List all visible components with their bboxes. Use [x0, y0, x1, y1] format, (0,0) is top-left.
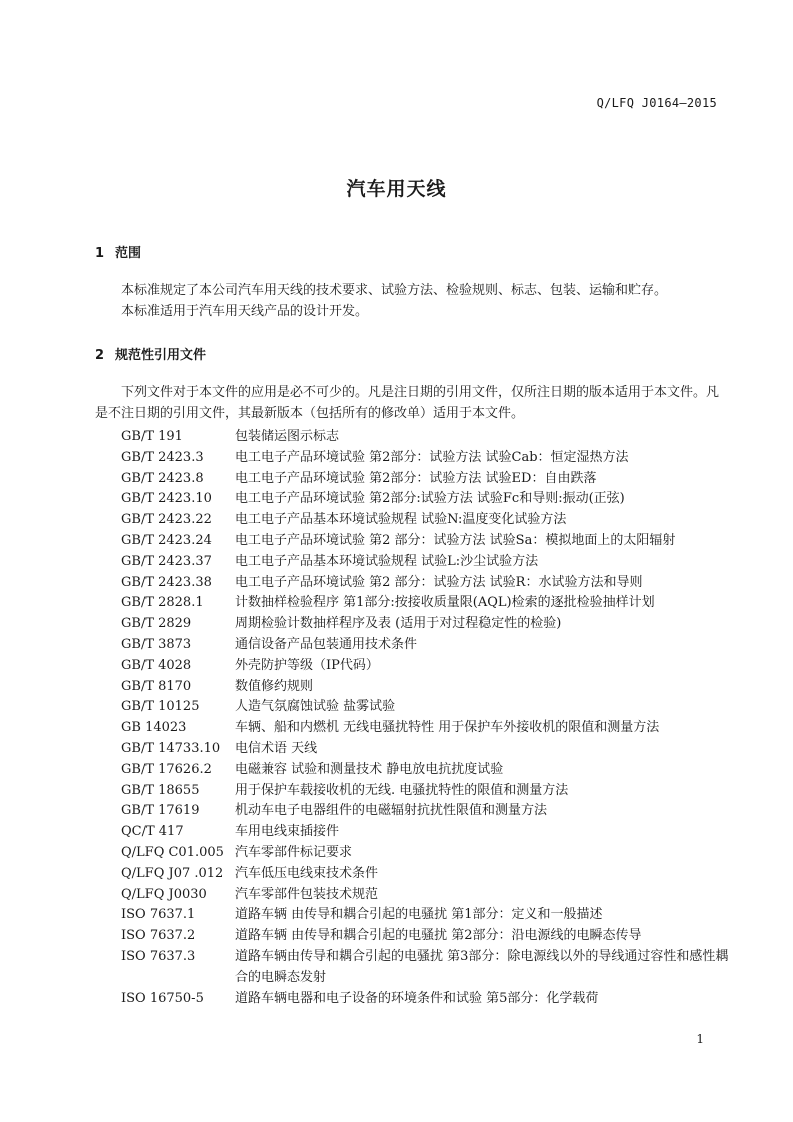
reference-item [121, 677, 731, 698]
reference-item [121, 573, 731, 594]
reference-title: 汽车零部件标记要求 [235, 844, 353, 860]
reference-code: GB/T 10125 [121, 699, 200, 715]
reference-title: 道路车辆 由传导和耦合引起的电骚扰 第1部分：定义和一般描述 [235, 907, 603, 923]
reference-item [121, 905, 731, 926]
reference-title: 机动车电子电器组件的电磁辐射抗扰性限值和测量方法 [235, 803, 548, 819]
reference-item [121, 781, 731, 802]
reference-item [121, 614, 731, 635]
reference-title: 电工电子产品基本环境试验规程 试验N:温度变化试验方法 [235, 512, 567, 528]
reference-code: GB/T 2423.38 [121, 574, 212, 590]
reference-item [121, 510, 731, 531]
reference-code: GB/T 2828.1 [121, 595, 204, 611]
reference-item [121, 843, 731, 864]
reference-code: GB/T 3873 [121, 636, 192, 652]
reference-code: Q/LFQ C01.005 [121, 844, 224, 860]
reference-item [121, 739, 731, 760]
reference-item [121, 448, 731, 469]
reference-title: 周期检验计数抽样程序及表 (适用于对过程稳定性的检验) [235, 616, 562, 632]
reference-title: 电工电子产品环境试验 第2 部分：试验方法 试验R：水试验方法和导则 [235, 574, 643, 590]
reference-code: GB/T 2423.37 [121, 553, 212, 569]
reference-code: GB/T 4028 [121, 657, 192, 673]
reference-title: 道路车辆 由传导和耦合引起的电骚扰 第2部分：沿电源线的电瞬态传导 [235, 928, 642, 944]
reference-code: GB/T 2829 [121, 616, 192, 632]
reference-item [121, 885, 731, 906]
reference-code: GB/T 2423.10 [121, 491, 212, 507]
reference-code: ISO 7637.1 [121, 907, 196, 923]
reference-item [121, 926, 731, 947]
reference-title: 道路车辆电器和电子设备的环境条件和试验 第5部分：化学载荷 [235, 990, 599, 1006]
reference-code: GB/T 18655 [121, 782, 200, 798]
reference-code: ISO 7637.2 [121, 928, 196, 944]
document-code: Q/LFQ J0164—2015 [596, 96, 717, 110]
section-2-intro: 下列文件对于本文件的应用是必不可少的。凡是注日期的引用文件，仅所注日期的版本适用于本文件。凡是不注日期的引用文件，其最新版本（包括所有的修改单）适用于本文件。 [95, 385, 720, 421]
reference-title: 汽车零部件包装技术规范 [235, 886, 379, 902]
reference-title: 电磁兼容 试验和测量技术 静电放电抗扰度试验 [235, 761, 504, 777]
reference-title: 车用电线束插接件 [235, 824, 340, 840]
reference-code: GB/T 2423.8 [121, 470, 204, 486]
reference-title: 外壳防护等级（IP代码） [235, 657, 379, 673]
section-1-heading [95, 242, 141, 261]
reference-code: GB/T 2423.3 [121, 449, 204, 465]
reference-code: GB/T 17619 [121, 803, 200, 819]
reference-item [121, 697, 731, 718]
reference-title: 计数抽样检验程序 第1部分:按接收质量限(AQL)检索的逐批检验抽样计划 [235, 595, 655, 611]
reference-item [121, 989, 731, 1010]
reference-title: 电工电子产品环境试验 第2部分：试验方法 试验ED：自由跌落 [235, 470, 597, 486]
reference-title: 汽车低压电线束技术条件 [235, 865, 379, 881]
reference-code: GB/T 2423.24 [121, 532, 212, 548]
reference-code: QC/T 417 [121, 824, 184, 840]
reference-item [121, 718, 731, 739]
reference-code: ISO 7637.3 [121, 948, 196, 964]
reference-title: 车辆、船和内燃机 无线电骚扰特性 用于保护车外接收机的限值和测量方法 [235, 720, 660, 736]
reference-item [121, 822, 731, 843]
reference-title: 电工电子产品环境试验 第2部分:试验方法 试验Fc和导则:振动(正弦) [235, 491, 625, 507]
reference-item [121, 552, 731, 573]
section-1-paragraph-2: 本标准适用于汽车用天线产品的设计开发。 [121, 304, 369, 319]
reference-code: GB/T 2423.22 [121, 512, 212, 528]
reference-item [121, 635, 731, 656]
reference-title: 电信术语 天线 [235, 740, 318, 756]
reference-item [121, 593, 731, 614]
reference-title: 用于保护车载接收机的无线. 电骚扰特性的限值和测量方法 [235, 782, 569, 798]
reference-code: Q/LFQ J0030 [121, 886, 207, 902]
reference-code: ISO 16750-5 [121, 990, 204, 1006]
reference-item [121, 427, 731, 448]
reference-item [121, 531, 731, 552]
reference-item [121, 760, 731, 781]
page-number: 1 [696, 1032, 704, 1046]
reference-title: 人造气氛腐蚀试验 盐雾试验 [235, 699, 396, 715]
reference-code: GB/T 191 [121, 429, 183, 444]
page-title: 汽车用天线 [346, 178, 447, 200]
reference-title: 电工电子产品环境试验 第2 部分：试验方法 试验Sa：模拟地面上的太阳辐射 [235, 532, 676, 548]
reference-item [121, 801, 731, 822]
reference-code: Q/LFQ J07 .012 [121, 865, 224, 881]
reference-item [121, 947, 731, 989]
reference-item [121, 656, 731, 677]
section-2-number: 2 [95, 348, 105, 363]
reference-title: 数值修约规则 [235, 678, 314, 694]
reference-title: 包装储运图示标志 [235, 429, 340, 444]
reference-title: 电工电子产品基本环境试验规程 试验L:沙尘试验方法 [235, 553, 539, 569]
reference-code: GB/T 17626.2 [121, 761, 212, 777]
section-1-paragraph-1: 本标准规定了本公司汽车用天线的技术要求、试验方法、检验规则、标志、包装、运输和贮存。 [121, 283, 668, 298]
section-1-number: 1 [95, 246, 105, 261]
reference-code: GB/T 8170 [121, 678, 192, 694]
reference-title: 道路车辆由传导和耦合引起的电骚扰 第3部分：除电源线以外的导线通过容性和感性耦合的电瞬态发射 [235, 948, 729, 985]
reference-title: 电工电子产品环境试验 第2部分：试验方法 试验Cab：恒定湿热方法 [235, 449, 629, 465]
reference-code: GB/T 14733.10 [121, 740, 221, 756]
section-1-title: 范围 [115, 246, 142, 261]
reference-item [121, 864, 731, 885]
reference-title: 通信设备产品包装通用技术条件 [235, 636, 418, 652]
reference-item [121, 469, 731, 490]
section-2-title: 规范性引用文件 [115, 348, 207, 363]
reference-code: GB 14023 [121, 720, 187, 736]
reference-list [121, 427, 731, 1009]
reference-item [121, 489, 731, 510]
section-2-heading [95, 344, 206, 363]
